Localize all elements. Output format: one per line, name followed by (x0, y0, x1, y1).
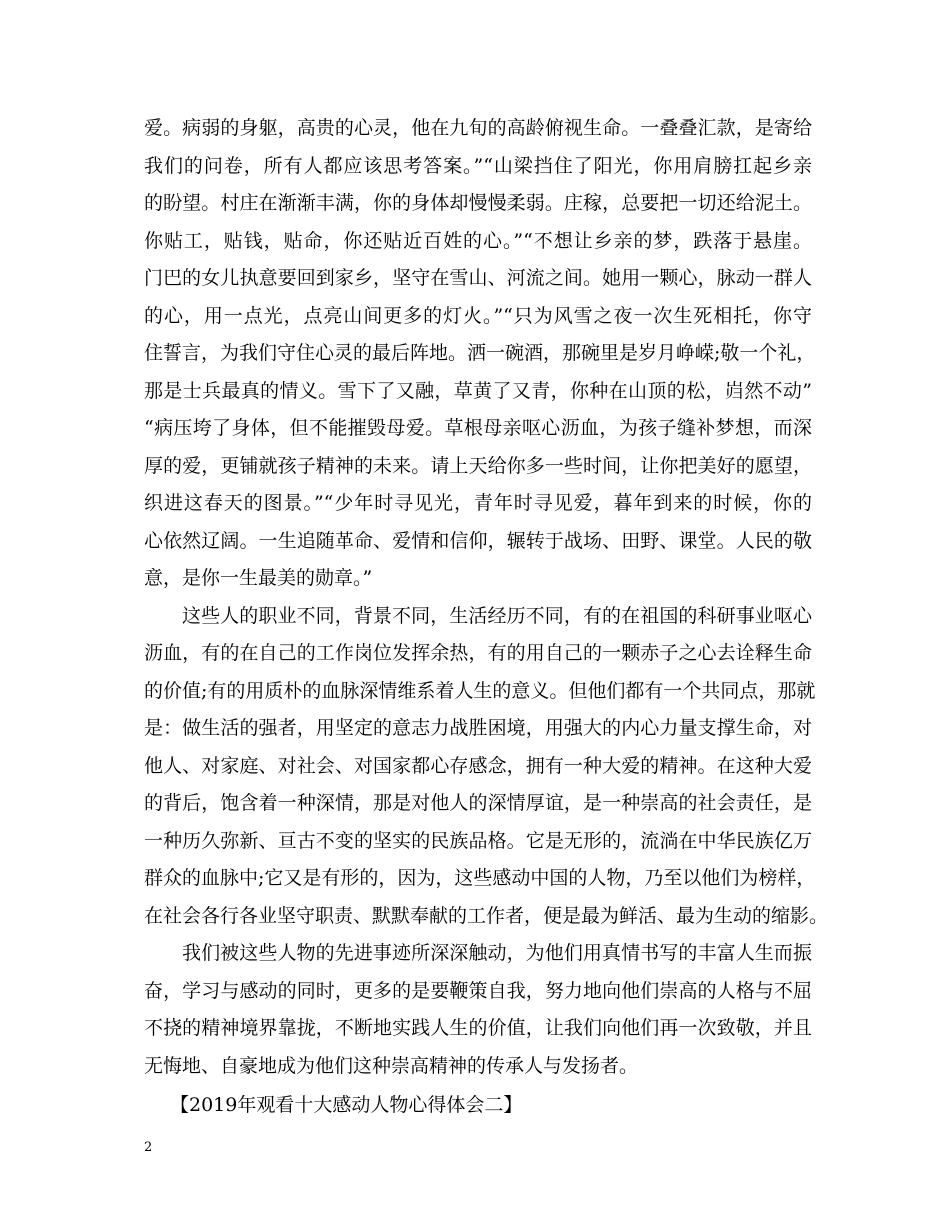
text-line: “病压垮了身体，但不能摧毁母爱。草根母亲呕心沥血，为孩子缝补梦想，而深 (144, 417, 812, 439)
paragraph-3 (144, 935, 812, 1085)
text-line: 奋，学习与感动的同时，更多的是要鞭策自我，努力地向他们崇高的人格与不屈 (144, 979, 812, 1002)
text-line: 的心，用一点光，点亮山间更多的灯火。”“只为风雪之夜一次生死相托，你守 (144, 304, 812, 327)
text-line: 不挠的精神境界靠拢，不断地实践人生的价值，让我们向他们再一次致敬，并且 (144, 1017, 812, 1039)
text-line: 门巴的女儿执意要回到家乡，坚守在雪山、河流之间。她用一颗心，脉动一群人 (144, 267, 812, 289)
paragraph-2 (144, 598, 829, 936)
text-line: 我们的问卷，所有人都应该思考答案。”“山梁挡住了阳光，你用肩膀扛起乡亲 (144, 154, 812, 177)
text-line: 你贴工，贴钱，贴命，你还贴近百姓的心。”“不想让乡亲的梦，跌落于悬崖。 (144, 229, 812, 252)
text-line: 无悔地、自豪地成为他们这种崇高精神的传承人与发扬者。 (144, 1054, 639, 1077)
text-line: 心依然辽阔。一生追随革命、爱情和信仰，辗转于战场、田野、课堂。人民的敬 (144, 529, 812, 552)
text-line: 我们被这些人物的先进事迹所深深触动，为他们用真情书写的丰富人生而振 (182, 942, 812, 964)
text-line: 这些人的职业不同，背景不同，生活经历不同，有的在祖国的科研事业呕心 (182, 604, 812, 627)
text-line: 沥血，有的在自己的工作岗位发挥余热，有的用自己的一颗赤子之心去诠释生命 (144, 642, 812, 664)
text-line: 他人、对家庭、对社会、对国家都心存感念，拥有一种大爱的精神。在这种大爱 (144, 754, 812, 777)
text-line: 在社会各行各业坚守职责、默默奉献的工作者，便是最为鲜活、最为生动的缩影。 (144, 904, 829, 927)
text-line: 一种历久弥新、亘古不变的坚实的民族品格。它是无形的，流淌在中华民族亿万 (144, 829, 812, 852)
text-line: 的盼望。村庄在渐渐丰满，你的身体却慢慢柔弱。庄稼，总要把一切还给泥土。 (144, 192, 812, 214)
text-line: 的价值;有的用质朴的血脉深情维系着人生的意义。但他们都有一个共同点，那就 (144, 679, 816, 702)
text-line: 厚的爱，更铺就孩子精神的未来。请上天给你多一些时间，让你把美好的愿望， (144, 454, 812, 477)
section-heading: 【2019年观看十大感动人物心得体会二】 (170, 1094, 523, 1116)
text-line: 群众的血脉中;它又是有形的，因为，这些感动中国的人物，乃至以他们为榜样， (144, 867, 816, 889)
text-line: 意，是你一生最美的勋章。” (144, 567, 373, 589)
document-body (144, 110, 829, 1125)
text-line: 的背后，饱含着一种深情，那是对他人的深情厚谊，是一种崇高的社会责任，是 (144, 792, 812, 814)
paragraph-1 (144, 110, 816, 598)
text-line: 是：做生活的强者，用坚定的意志力战胜困境，用强大的内心力量支撑生命，对 (144, 717, 812, 739)
text-line: 织进这春天的图景。”“少年时寻见光，青年时寻见爱，暮年到来的时候，你的 (144, 492, 812, 514)
text-line: 那是士兵最真的情义。雪下了又融，草黄了又青，你种在山顶的松，岿然不动” (144, 379, 812, 402)
text-line: 住誓言，为我们守住心灵的最后阵地。洒一碗酒，那碗里是岁月峥嵘;敬一个礼， (144, 342, 816, 364)
text-line: 爱。病弱的身躯，高贵的心灵，他在九旬的高龄俯视生命。一叠叠汇款，是寄给 (144, 117, 812, 139)
page-number: 2 (144, 1140, 153, 1155)
